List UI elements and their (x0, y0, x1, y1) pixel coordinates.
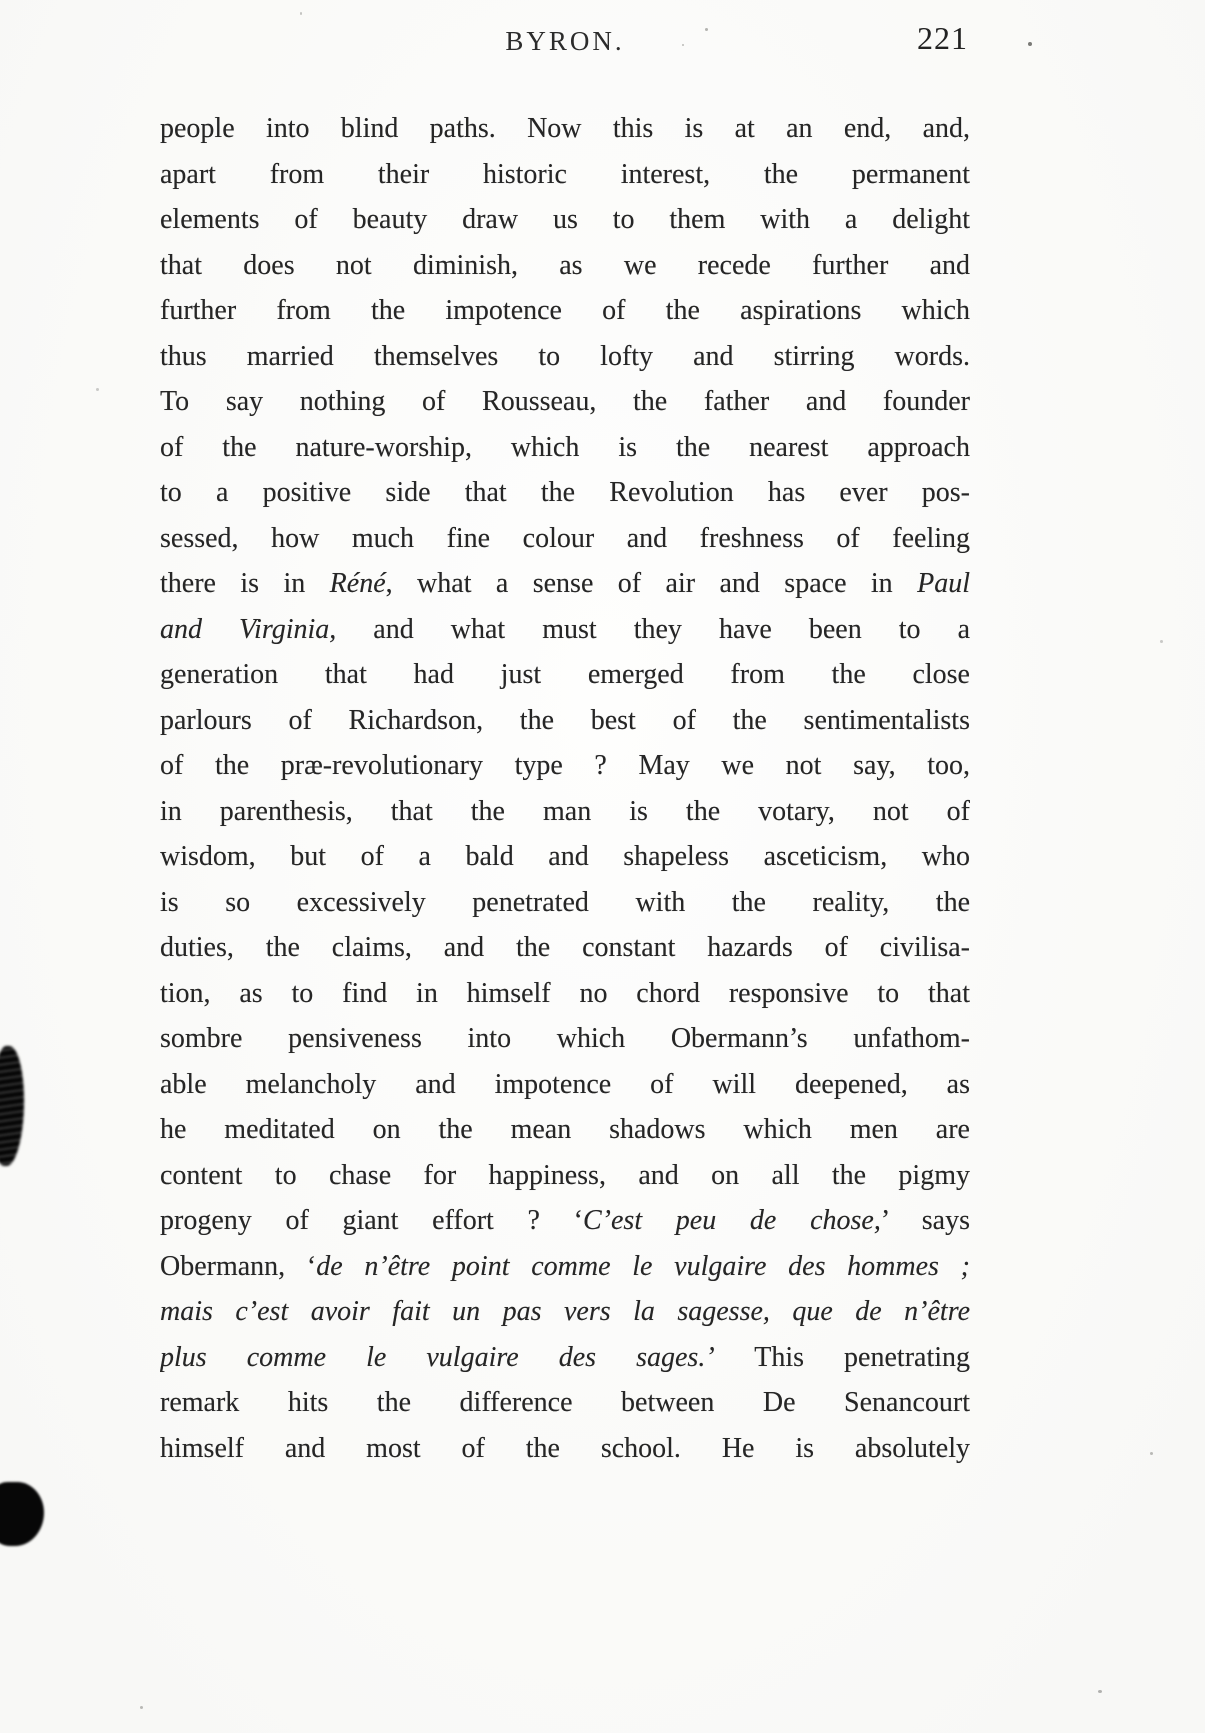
text-line (160, 1153, 970, 1199)
text-line (160, 1198, 970, 1244)
page-header (160, 20, 970, 82)
text-line (160, 1062, 970, 1108)
scan-speck (1028, 42, 1032, 46)
text-segment: ’ says (880, 1205, 970, 1236)
scan-speck (140, 1706, 143, 1709)
text-line (160, 1380, 970, 1426)
text-segment: sessed, how much fine colour and freshness of feeling (160, 522, 970, 554)
text-line (160, 561, 970, 607)
text-segment: duties, the claims, and the constant hazards of civilisa- (160, 932, 970, 963)
text-segment: generation that had just emerged from the close (160, 659, 970, 690)
text-line (160, 743, 970, 789)
italic-text-segment: C’est peu de chose, (583, 1205, 881, 1236)
text-line (160, 1244, 970, 1290)
text-line (160, 1289, 970, 1335)
text-line (160, 925, 970, 971)
text-segment: content to chase for happiness, and on all the pigmy (160, 1159, 970, 1191)
text-line (160, 652, 970, 698)
text-line (160, 288, 970, 334)
text-line (160, 106, 970, 152)
text-segment: able melancholy and impotence of will deepened, as (160, 1068, 970, 1100)
text-segment: , what a sense of air and space in (385, 568, 918, 599)
ink-smudge-left-margin (0, 1045, 26, 1166)
text-segment: he meditated on the mean shadows which men are (160, 1114, 970, 1145)
text-segment: further from the impotence of the aspirations which (160, 295, 970, 326)
italic-text-segment: de n’être point comme le vulgaire des hommes ; (316, 1250, 970, 1282)
text-line (160, 470, 970, 516)
text-segment: and what must they have been to a (336, 613, 970, 645)
text-line (160, 1426, 970, 1472)
text-segment: progeny of giant effort ? ‘ (160, 1205, 583, 1236)
text-segment: Obermann, ‘ (160, 1250, 317, 1282)
text-line (160, 425, 970, 471)
scan-speck (1160, 640, 1163, 643)
text-line (160, 197, 970, 243)
text-line (160, 379, 970, 425)
running-title: BYRON. (505, 26, 625, 56)
scan-speck (300, 12, 302, 15)
text-line (160, 789, 970, 835)
text-line (160, 1016, 970, 1062)
scan-speck (1150, 1452, 1153, 1455)
scan-speck (1098, 1690, 1102, 1693)
text-line (160, 880, 970, 926)
text-segment: in parenthesis, that the man is the votary, not of (160, 795, 970, 827)
text-line (160, 607, 970, 653)
page-number: 221 (917, 20, 968, 56)
scan-speck (96, 388, 99, 391)
text-line (160, 1335, 970, 1381)
text-segment: people into blind paths. Now this is at an end, and, (160, 113, 970, 144)
italic-text-segment: and Virginia, (160, 613, 337, 645)
text-segment: This penetrating (714, 1341, 970, 1373)
italic-text-segment: Réné (329, 568, 386, 599)
text-segment: sombre pensiveness into which Obermann’s unfathom- (160, 1023, 970, 1054)
text-line (160, 243, 970, 289)
text-column (160, 20, 970, 1471)
text-segment: there is in (160, 568, 330, 599)
italic-text-segment: Paul (917, 568, 970, 599)
text-segment: that does not diminish, as we recede further and (160, 249, 970, 281)
text-segment: remark hits the difference between De Senancourt (160, 1387, 970, 1418)
text-segment: elements of beauty draw us to them with a delight (160, 204, 970, 235)
text-line (160, 1107, 970, 1153)
text-segment: himself and most of the school. He is absolutely (160, 1432, 970, 1464)
text-segment: parlours of Richardson, the best of the sentimentalists (160, 704, 970, 736)
text-body (160, 106, 970, 1471)
text-segment: thus married themselves to lofty and stirring words. (160, 340, 970, 372)
italic-text-segment: mais c’est avoir fait un pas vers la sagesse, que de n’être (160, 1296, 970, 1327)
text-line (160, 971, 970, 1017)
text-segment: tion, as to find in himself no chord responsive to that (160, 977, 970, 1009)
text-segment: of the nature-worship, which is the nearest approach (160, 431, 970, 463)
text-line (160, 698, 970, 744)
ink-smudge-bottom-corner (0, 1482, 44, 1546)
text-line (160, 152, 970, 198)
text-segment: wisdom, but of a bald and shapeless asceticism, who (160, 841, 970, 872)
text-line (160, 334, 970, 380)
text-segment: to a positive side that the Revolution has ever pos- (160, 477, 970, 508)
text-segment: apart from their historic interest, the permanent (160, 158, 970, 190)
text-line (160, 834, 970, 880)
italic-text-segment: plus comme le vulgaire des sages.’ (160, 1341, 715, 1373)
text-segment: is so excessively penetrated with the reality, the (160, 886, 970, 918)
text-segment: of the præ-revolutionary type ? May we not say, too, (160, 750, 970, 781)
text-segment: To say nothing of Rousseau, the father and founder (160, 386, 970, 417)
text-line (160, 516, 970, 562)
